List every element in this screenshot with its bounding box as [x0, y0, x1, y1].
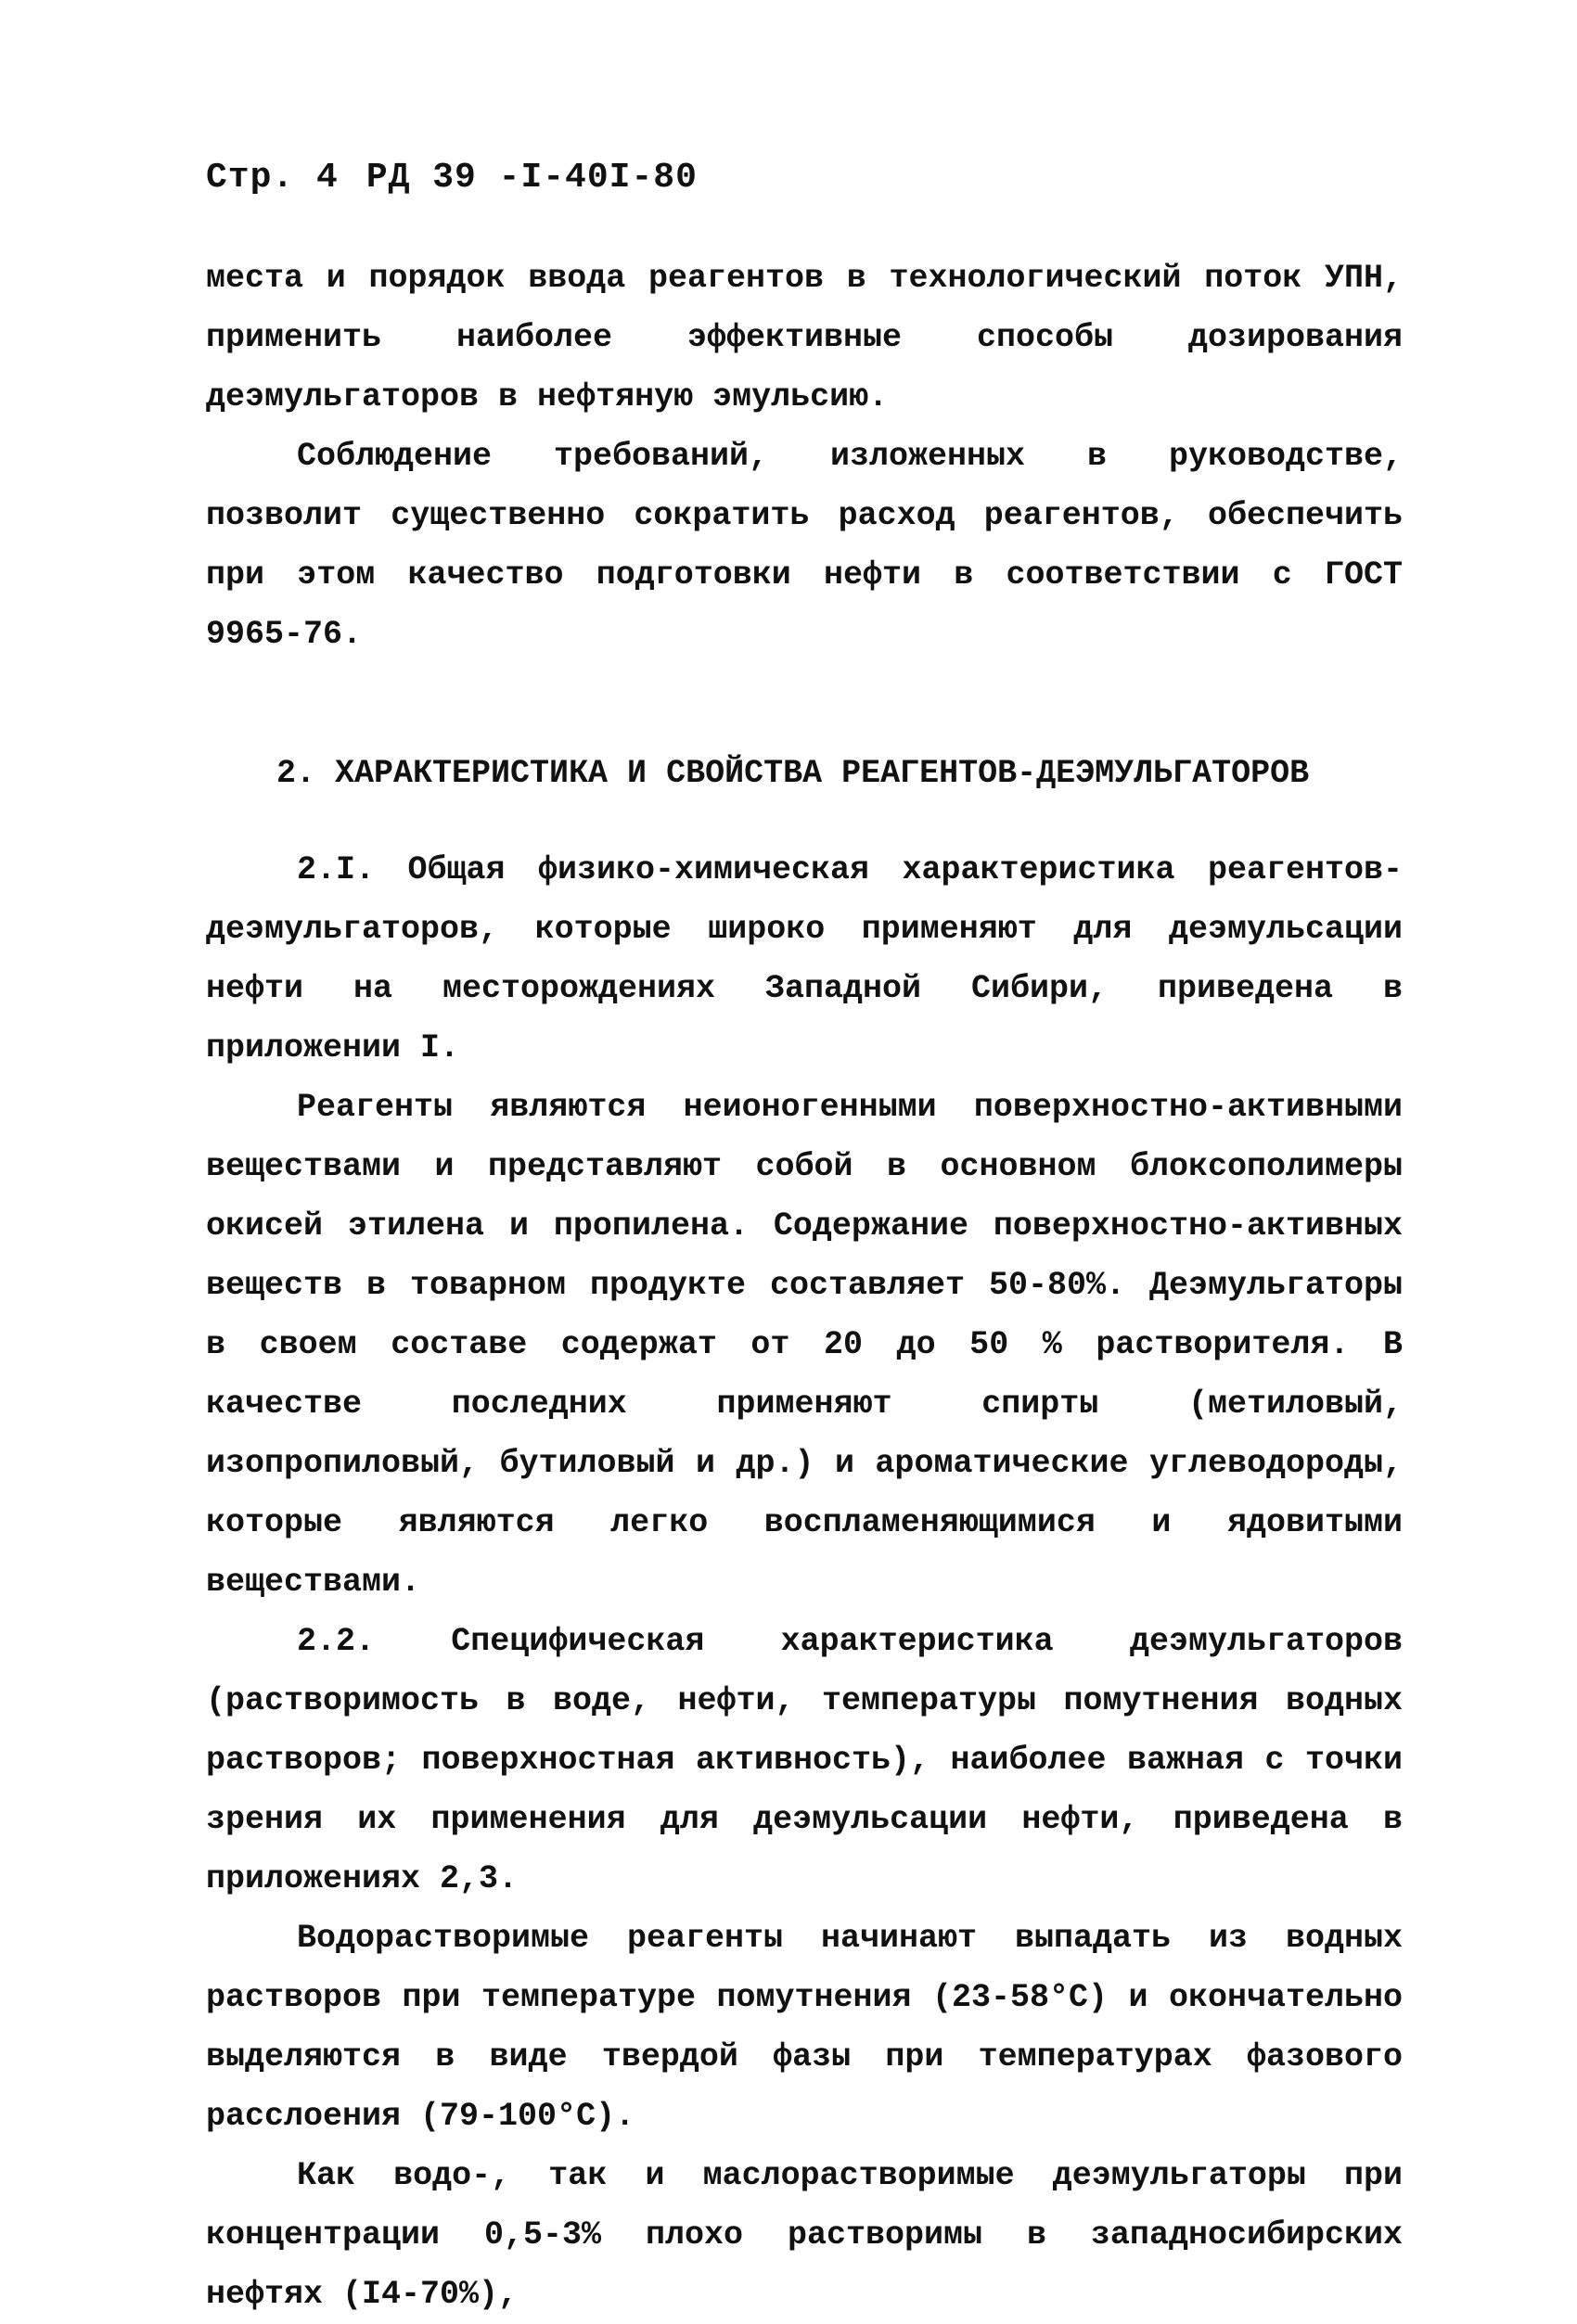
paragraph-reagents: Реагенты являются неионогенными поверхностно-активными веществами и представляют собой в основном блоксополимеры окисей этилена и пропилена. Содержание поверхностно-активных веществ в товарном продукте составляет 50-80%. Деэмульгаторы в своем составе содержат от 20 до 50 % растворителя. В качестве последних применяют спирты (метиловый, изопропиловый, бутиловый и др.) и ароматические углеводороды, которые являются легко воспламеняющимися и ядовитыми веществами. — [206, 1089, 1403, 1601]
paragraph-compliance: Соблюдение требований, изложенных в руководстве, позволит существенно сократить расход реагентов, обеспечить при этом качество подготовки нефти в соответствии с ГОСТ 9965-76. — [206, 438, 1403, 653]
document-code: РД 39 -I-40I-80 — [365, 158, 698, 198]
page-number: Стр. 4 — [206, 158, 339, 198]
page-header — [206, 158, 725, 198]
paragraph-water-soluble: Водорастворимые реагенты начинают выпадать из водных растворов при температуре помутнения (23-58°C) и окончательно выделяются в виде твердой фазы при температурах фазового расслоения (79-100°C). — [206, 1920, 1403, 2135]
paragraph-2-2: 2.2. Специфическая характеристика деэмульгаторов (растворимость в воде, нефти, температуры помутнения водных растворов; поверхностная активность), наиболее важная с точки зрения их применения для деэмульсации нефти, приведена в приложениях 2,3. — [206, 1623, 1403, 1897]
paragraph-oil-soluble: Как водо-, так и маслорастворимые деэмульгаторы при концентрации 0,5-3% плохо растворимы в западносибирских нефтях (I4-70%), — [206, 2157, 1403, 2313]
document-body — [206, 249, 1403, 2324]
section-heading: 2. ХАРАКТЕРИСТИКА И СВОЙСТВА РЕАГЕНТОВ-ДЕЭМУЛЬГАТОРОВ — [276, 755, 1310, 792]
paragraph-2-1: 2.I. Общая физико-химическая характеристика реагентов-деэмульгаторов, которые широко применяют для деэмульсации нефти на месторождениях Западной Сибири, приведена в приложении I. — [206, 851, 1403, 1066]
paragraph-continuation: места и порядок ввода реагентов в технологический поток УПН, применить наиболее эффективные способы дозирования деэмульгаторов в нефтяную эмульсию. — [206, 260, 1403, 415]
